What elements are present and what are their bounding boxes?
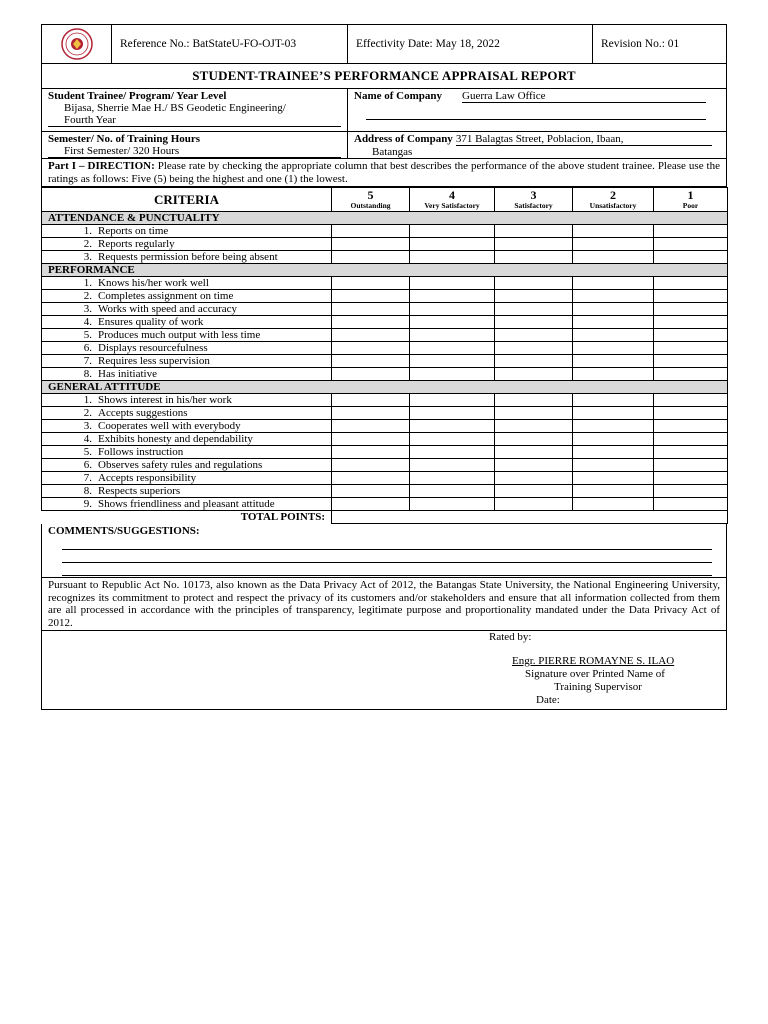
- date-label: Date:: [536, 694, 560, 706]
- rating-checkbox-cell[interactable]: [332, 316, 410, 329]
- criteria-text: Respects superiors: [98, 484, 181, 497]
- criteria-number: 8.: [83, 367, 92, 380]
- rating-checkbox-cell[interactable]: [654, 316, 728, 329]
- rating-header-4: 4 Very Satisfactory: [410, 188, 495, 212]
- rating-checkbox-cell[interactable]: [495, 368, 573, 381]
- trainee-value-line2: Fourth Year: [48, 114, 341, 127]
- training-info-left: [42, 132, 348, 158]
- rating-checkbox-cell[interactable]: [332, 459, 410, 472]
- criteria-number: 2.: [83, 289, 92, 302]
- criteria-number: 1.: [83, 393, 92, 406]
- rating-checkbox-cell[interactable]: [573, 225, 654, 238]
- criteria-row: [42, 433, 728, 446]
- rating-checkbox-cell[interactable]: [332, 303, 410, 316]
- rating-checkbox-cell[interactable]: [410, 485, 495, 498]
- rating-checkbox-cell[interactable]: [410, 342, 495, 355]
- rating-checkbox-cell[interactable]: [410, 407, 495, 420]
- rating-checkbox-cell[interactable]: [332, 355, 410, 368]
- rating-checkbox-cell[interactable]: [332, 394, 410, 407]
- comment-line[interactable]: [62, 562, 712, 563]
- criteria-text: Knows his/her work well: [98, 276, 209, 289]
- logo-cell: [42, 25, 112, 63]
- criteria-header-row: [42, 188, 728, 212]
- section-title: ATTENDANCE & PUNCTUALITY: [42, 212, 728, 225]
- rating-checkbox-cell[interactable]: [332, 485, 410, 498]
- signature-caption-2: Training Supervisor: [554, 681, 642, 693]
- comment-line[interactable]: [62, 575, 712, 576]
- criteria-cell: [42, 394, 332, 407]
- trainee-label: Student Trainee/ Program/ Year Level: [48, 90, 227, 102]
- rating-checkbox-cell[interactable]: [495, 485, 573, 498]
- rating-checkbox-cell[interactable]: [410, 459, 495, 472]
- company-label: Name of Company: [354, 90, 442, 102]
- rating-checkbox-cell[interactable]: [495, 433, 573, 446]
- criteria-row: [42, 303, 728, 316]
- criteria-number: 3.: [83, 419, 92, 432]
- page-title: STUDENT-TRAINEE’S PERFORMANCE APPRAISAL REPORT: [41, 64, 727, 89]
- criteria-text: Requests permission before being absent: [98, 250, 278, 263]
- address-label: Address of Company: [354, 133, 453, 145]
- criteria-number: 7.: [83, 471, 92, 484]
- rating-checkbox-cell[interactable]: [410, 355, 495, 368]
- rating-checkbox-cell[interactable]: [654, 225, 728, 238]
- rating-checkbox-cell[interactable]: [573, 446, 654, 459]
- criteria-cell: [42, 277, 332, 290]
- appraisal-form: [41, 24, 727, 710]
- rating-checkbox-cell[interactable]: [332, 433, 410, 446]
- rating-checkbox-cell[interactable]: [654, 329, 728, 342]
- rating-checkbox-cell[interactable]: [332, 420, 410, 433]
- rating-checkbox-cell[interactable]: [332, 368, 410, 381]
- criteria-row: [42, 472, 728, 485]
- rating-checkbox-cell[interactable]: [573, 251, 654, 264]
- university-seal-icon: [56, 28, 98, 60]
- criteria-number: 4.: [83, 432, 92, 445]
- criteria-text: Has initiative: [98, 367, 157, 380]
- criteria-cell: [42, 251, 332, 264]
- rating-checkbox-cell[interactable]: [654, 433, 728, 446]
- section-header-row: [42, 264, 728, 277]
- criteria-number: 6.: [83, 458, 92, 471]
- criteria-table: [41, 187, 728, 524]
- rating-checkbox-cell[interactable]: [332, 342, 410, 355]
- rating-checkbox-cell[interactable]: [410, 251, 495, 264]
- rating-checkbox-cell[interactable]: [654, 303, 728, 316]
- criteria-row: [42, 459, 728, 472]
- criteria-cell: [42, 498, 332, 511]
- rating-checkbox-cell[interactable]: [654, 394, 728, 407]
- criteria-row: [42, 407, 728, 420]
- rating-checkbox-cell[interactable]: [495, 316, 573, 329]
- criteria-row: [42, 498, 728, 511]
- rating-checkbox-cell[interactable]: [332, 446, 410, 459]
- criteria-text: Accepts responsibility: [98, 471, 197, 484]
- revision-number: Revision No.: 01: [601, 38, 680, 50]
- rating-checkbox-cell[interactable]: [495, 329, 573, 342]
- trainee-info: [41, 89, 727, 132]
- rating-checkbox-cell[interactable]: [573, 394, 654, 407]
- rating-header-3: 3 Satisfactory: [495, 188, 573, 212]
- rating-header-5: 5 Outstanding: [332, 188, 410, 212]
- criteria-row: [42, 420, 728, 433]
- criteria-row: [42, 485, 728, 498]
- rating-checkbox-cell[interactable]: [654, 277, 728, 290]
- criteria-number: 2.: [83, 237, 92, 250]
- rating-checkbox-cell[interactable]: [654, 498, 728, 511]
- rated-by-label: Rated by:: [489, 631, 532, 643]
- total-row: [42, 511, 728, 524]
- rating-checkbox-cell[interactable]: [495, 498, 573, 511]
- rating-checkbox-cell[interactable]: [573, 368, 654, 381]
- rating-checkbox-cell[interactable]: [332, 251, 410, 264]
- criteria-number: 4.: [83, 315, 92, 328]
- comments-label: COMMENTS/SUGGESTIONS:: [48, 525, 200, 537]
- rating-checkbox-cell[interactable]: [332, 277, 410, 290]
- section-title: PERFORMANCE: [42, 264, 728, 277]
- rating-checkbox-cell[interactable]: [495, 277, 573, 290]
- rating-checkbox-cell[interactable]: [573, 303, 654, 316]
- total-points-label: TOTAL POINTS:: [42, 511, 332, 524]
- rating-checkbox-cell[interactable]: [495, 407, 573, 420]
- rating-checkbox-cell[interactable]: [410, 316, 495, 329]
- rating-checkbox-cell[interactable]: [573, 342, 654, 355]
- training-info: [41, 132, 727, 159]
- rating-checkbox-cell[interactable]: [654, 342, 728, 355]
- section-title: GENERAL ATTITUDE: [42, 381, 728, 394]
- criteria-row: [42, 329, 728, 342]
- direction-body: Please rate by checking the appropriate column that best describes the performance of the above student trainee. Please use the ratings as follows: Five (5) being the highest and one (1) the lowest.: [48, 160, 720, 185]
- rating-checkbox-cell[interactable]: [495, 290, 573, 303]
- criteria-number: 1.: [83, 224, 92, 237]
- criteria-header: CRITERIA: [42, 188, 332, 212]
- criteria-row: [42, 277, 728, 290]
- criteria-row: [42, 368, 728, 381]
- criteria-cell: [42, 459, 332, 472]
- criteria-cell: [42, 485, 332, 498]
- rating-checkbox-cell[interactable]: [410, 420, 495, 433]
- criteria-row: [42, 225, 728, 238]
- criteria-cell: [42, 368, 332, 381]
- criteria-text: Exhibits honesty and dependability: [98, 432, 253, 445]
- rating-checkbox-cell[interactable]: [495, 251, 573, 264]
- criteria-text: Shows interest in his/her work: [98, 393, 232, 406]
- criteria-text: Reports regularly: [98, 237, 175, 250]
- rating-checkbox-cell[interactable]: [410, 472, 495, 485]
- rating-checkbox-cell[interactable]: [410, 290, 495, 303]
- trainee-info-right: [348, 89, 726, 131]
- rating-checkbox-cell[interactable]: [495, 355, 573, 368]
- criteria-cell: [42, 420, 332, 433]
- rating-checkbox-cell[interactable]: [573, 485, 654, 498]
- criteria-cell: [42, 303, 332, 316]
- criteria-row: [42, 355, 728, 368]
- criteria-text: Follows instruction: [98, 445, 184, 458]
- criteria-number: 1.: [83, 276, 92, 289]
- criteria-cell: [42, 238, 332, 251]
- address-value-line2: Batangas: [366, 146, 712, 159]
- hours-label: Semester/ No. of Training Hours: [48, 133, 201, 145]
- supervisor-name: Engr. PIERRE ROMAYNE S. ILAO: [512, 655, 675, 667]
- reference-number: Reference No.: BatStateU-FO-OJT-03: [112, 25, 348, 63]
- trainee-info-left: [42, 89, 348, 131]
- criteria-number: 6.: [83, 341, 92, 354]
- rating-checkbox-cell[interactable]: [573, 459, 654, 472]
- signature-block: [41, 631, 727, 710]
- rating-checkbox-cell[interactable]: [573, 498, 654, 511]
- rating-checkbox-cell[interactable]: [332, 329, 410, 342]
- rating-checkbox-cell[interactable]: [410, 238, 495, 251]
- criteria-cell: [42, 342, 332, 355]
- criteria-text: Observes safety rules and regulations: [98, 458, 263, 471]
- rating-checkbox-cell[interactable]: [495, 342, 573, 355]
- criteria-cell: [42, 355, 332, 368]
- rating-checkbox-cell[interactable]: [654, 407, 728, 420]
- criteria-number: 5.: [83, 328, 92, 341]
- criteria-row: [42, 394, 728, 407]
- criteria-number: 9.: [83, 497, 92, 510]
- criteria-cell: [42, 472, 332, 485]
- rating-checkbox-cell[interactable]: [573, 290, 654, 303]
- rating-checkbox-cell[interactable]: [332, 498, 410, 511]
- rating-checkbox-cell[interactable]: [654, 472, 728, 485]
- rating-checkbox-cell[interactable]: [410, 498, 495, 511]
- section-header-row: [42, 381, 728, 394]
- criteria-row: [42, 290, 728, 303]
- trainee-value-line1: Bijasa, Sherrie Mae H./ BS Geodetic Engineering/: [64, 102, 286, 114]
- criteria-text: Requires less supervision: [98, 354, 210, 367]
- rating-checkbox-cell[interactable]: [495, 420, 573, 433]
- data-privacy-notice: Pursuant to Republic Act No. 10173, also known as the Data Privacy Act of 2012, the Batangas State University, the National Engineering University, recognizes its commitment to protect and respect the privacy of its customers and/or stakeholders and ensure that all information collected from them are all processed in accordance with the principles of transparency, legitimate purpose and proportionality mandated under the Data Privacy Act of 2012.: [41, 578, 727, 631]
- rating-checkbox-cell[interactable]: [332, 225, 410, 238]
- rating-checkbox-cell[interactable]: [654, 238, 728, 251]
- rating-checkbox-cell[interactable]: [495, 459, 573, 472]
- rating-checkbox-cell[interactable]: [573, 433, 654, 446]
- rating-header-2: 2 Unsatisfactory: [573, 188, 654, 212]
- criteria-text: Produces much output with less time: [98, 328, 261, 341]
- company-blank-line: [366, 103, 706, 120]
- comments-section: [41, 524, 727, 578]
- criteria-row: [42, 251, 728, 264]
- direction-label: Part I – DIRECTION:: [48, 160, 155, 172]
- hours-value: First Semester/ 320 Hours: [48, 145, 341, 158]
- rating-checkbox-cell[interactable]: [495, 472, 573, 485]
- company-value: Guerra Law Office: [462, 90, 706, 103]
- criteria-text: Ensures quality of work: [98, 315, 204, 328]
- company-row: [354, 90, 720, 103]
- rating-checkbox-cell[interactable]: [654, 290, 728, 303]
- training-info-right: [348, 132, 726, 158]
- section-header-row: [42, 212, 728, 225]
- rating-checkbox-cell[interactable]: [573, 355, 654, 368]
- rating-checkbox-cell[interactable]: [573, 407, 654, 420]
- rating-checkbox-cell[interactable]: [495, 303, 573, 316]
- criteria-row: [42, 316, 728, 329]
- address-value-line1: 371 Balagtas Street, Poblacion, Ibaan,: [456, 133, 712, 146]
- rating-checkbox-cell[interactable]: [654, 485, 728, 498]
- criteria-cell: [42, 433, 332, 446]
- rating-checkbox-cell[interactable]: [654, 420, 728, 433]
- criteria-cell: [42, 446, 332, 459]
- signature-caption-1: Signature over Printed Name of: [525, 668, 665, 680]
- direction-text: [41, 159, 727, 187]
- criteria-number: 2.: [83, 406, 92, 419]
- criteria-number: 8.: [83, 484, 92, 497]
- rating-checkbox-cell[interactable]: [410, 225, 495, 238]
- total-points-field[interactable]: [332, 511, 728, 524]
- criteria-text: Completes assignment on time: [98, 289, 234, 302]
- rating-checkbox-cell[interactable]: [495, 446, 573, 459]
- criteria-row: [42, 342, 728, 355]
- criteria-text: Reports on time: [98, 224, 169, 237]
- criteria-cell: [42, 290, 332, 303]
- rating-checkbox-cell[interactable]: [410, 446, 495, 459]
- rating-checkbox-cell[interactable]: [332, 407, 410, 420]
- criteria-number: 3.: [83, 250, 92, 263]
- criteria-row: [42, 238, 728, 251]
- criteria-text: Displays resourcefulness: [98, 341, 208, 354]
- criteria-cell: [42, 316, 332, 329]
- rating-checkbox-cell[interactable]: [573, 316, 654, 329]
- rating-checkbox-cell[interactable]: [495, 238, 573, 251]
- criteria-number: 5.: [83, 445, 92, 458]
- criteria-number: 7.: [83, 354, 92, 367]
- rating-checkbox-cell[interactable]: [654, 446, 728, 459]
- rating-checkbox-cell[interactable]: [573, 277, 654, 290]
- criteria-cell: [42, 225, 332, 238]
- rating-header-1: 1 Poor: [654, 188, 728, 212]
- rating-checkbox-cell[interactable]: [410, 329, 495, 342]
- rating-checkbox-cell[interactable]: [410, 303, 495, 316]
- rating-checkbox-cell[interactable]: [410, 368, 495, 381]
- criteria-cell: [42, 329, 332, 342]
- rating-checkbox-cell[interactable]: [410, 394, 495, 407]
- rating-checkbox-cell[interactable]: [495, 225, 573, 238]
- effectivity-date: Effectivity Date: May 18, 2022: [348, 25, 593, 63]
- criteria-cell: [42, 407, 332, 420]
- form-header: [41, 24, 727, 64]
- rating-checkbox-cell[interactable]: [573, 472, 654, 485]
- rating-checkbox-cell[interactable]: [410, 277, 495, 290]
- rating-checkbox-cell[interactable]: [573, 420, 654, 433]
- comment-line[interactable]: [62, 549, 712, 550]
- criteria-number: 3.: [83, 302, 92, 315]
- rating-checkbox-cell[interactable]: [573, 238, 654, 251]
- rating-checkbox-cell[interactable]: [654, 368, 728, 381]
- criteria-body: [42, 212, 728, 524]
- criteria-row: [42, 446, 728, 459]
- rating-checkbox-cell[interactable]: [573, 329, 654, 342]
- criteria-text: Cooperates well with everybody: [98, 419, 241, 432]
- rating-checkbox-cell[interactable]: [654, 251, 728, 264]
- rating-checkbox-cell[interactable]: [332, 472, 410, 485]
- rating-checkbox-cell[interactable]: [332, 238, 410, 251]
- address-row: [354, 133, 720, 146]
- criteria-text: Works with speed and accuracy: [98, 302, 238, 315]
- rating-checkbox-cell[interactable]: [332, 290, 410, 303]
- rating-checkbox-cell[interactable]: [654, 355, 728, 368]
- criteria-text: Shows friendliness and pleasant attitude: [98, 497, 275, 510]
- rating-checkbox-cell[interactable]: [495, 394, 573, 407]
- criteria-text: Accepts suggestions: [98, 406, 188, 419]
- rating-checkbox-cell[interactable]: [410, 433, 495, 446]
- rating-checkbox-cell[interactable]: [654, 459, 728, 472]
